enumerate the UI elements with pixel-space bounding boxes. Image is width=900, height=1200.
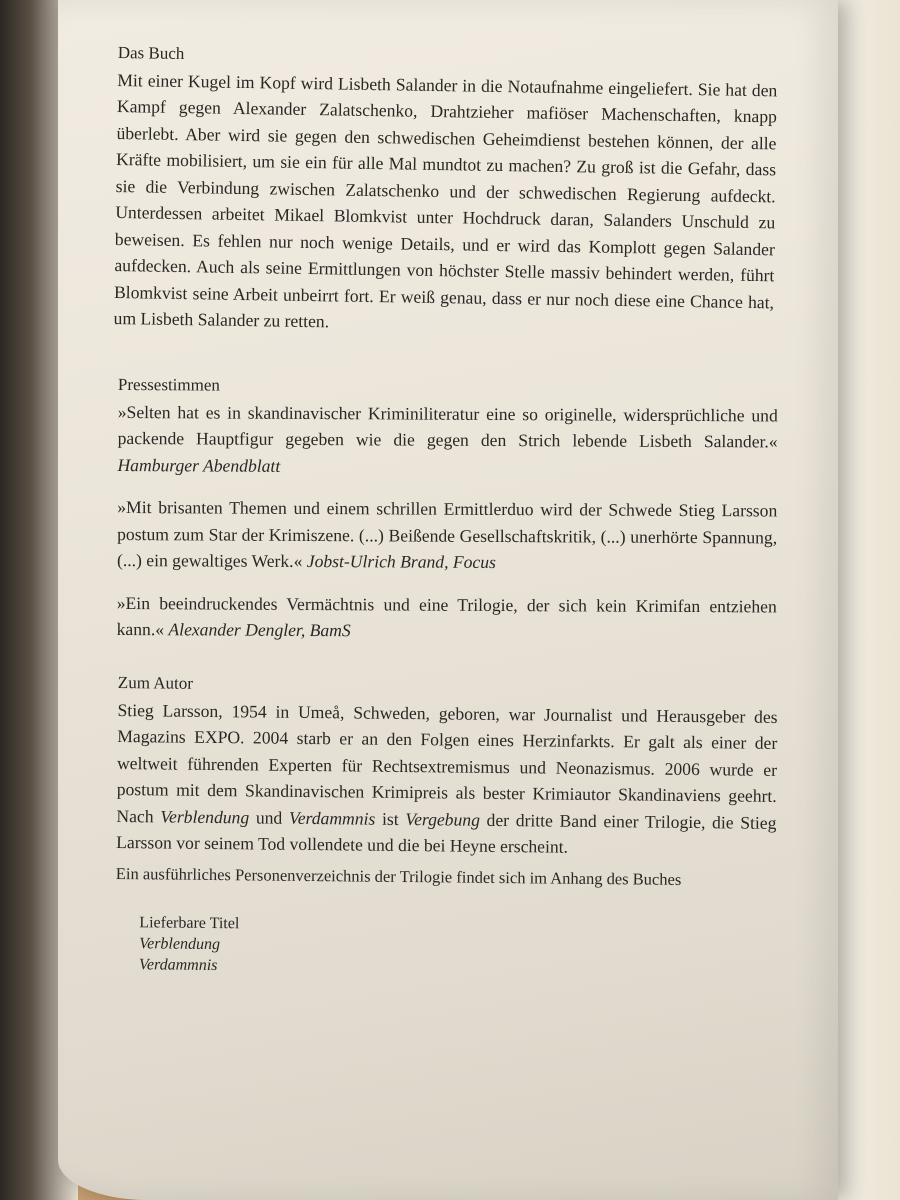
page-content bbox=[113, 40, 778, 975]
press-quote-2 bbox=[117, 493, 777, 576]
personenverzeichnis-note: Ein ausführliches Personenverzeichnis der Trilogie findet sich im Anhang des Buches bbox=[115, 863, 682, 889]
section-das-buch bbox=[113, 40, 777, 342]
heading-lieferbare-titel: Lieferbare Titel bbox=[139, 913, 240, 932]
press-quote-1-source: Hamburger Abendblatt bbox=[117, 453, 281, 475]
titel-item-verdammnis: Verdammnis bbox=[138, 955, 218, 974]
heading-das-buch: Das Buch bbox=[117, 42, 185, 64]
autor-text-part-2: und bbox=[249, 806, 290, 828]
heading-pressestimmen: Pressestimmen bbox=[117, 374, 220, 395]
autor-text-part-1: Stieg Larsson, 1954 in Umeå, Schweden, geboren, war Journalist und Herausgeber des Magazins EXPO. 2004 starb er an den Folgen eines Herzinfarkts. Er galt als einer der weltweit führenden Experten für Rechtsextremismus und Neonazismus. 2006 wurde er postum mit dem Skandinavischen Krimipreis als bester Krimiautor Skandinaviens geehrt. Nach bbox=[116, 699, 778, 826]
titel-item-verblendung: Verblendung bbox=[139, 934, 221, 953]
press-quote-1-text: »Selten hat es in skandinavischer Kriminiliteratur eine so originelle, widersprüchliche und packende Hauptfigur gegeben wie die gegen den Strich lebende Lisbeth Salander.« bbox=[117, 400, 778, 451]
press-quote-2-text: »Mit brisanten Themen und einem schrillen Ermittlerduo wird der Schwede Stieg Larsson postum zum Star der Krimiszene. (...) Beißende Gesellschaftskritik, (...) unerhörte Spannung, (...) ein gewaltiges Werk.« bbox=[116, 496, 778, 571]
autor-title-verblendung: Verblendung bbox=[160, 805, 250, 827]
autor-text-part-3: ist bbox=[375, 808, 406, 829]
press-quote-1 bbox=[117, 398, 777, 481]
heading-zum-autor: Zum Autor bbox=[117, 672, 194, 693]
lieferbare-titel bbox=[139, 912, 776, 982]
zum-autor-text bbox=[116, 696, 778, 862]
section-zum-autor bbox=[115, 670, 778, 981]
press-quote-3-source: Alexander Dengler, BamS bbox=[168, 618, 351, 640]
autor-text-part-4: der dritte Band einer Trilogie, die Stieg Larsson vor seinem Tod vollendete und die bei Heyne erscheint. bbox=[116, 809, 777, 857]
das-buch-text: Mit einer Kugel im Kopf wird Lisbeth Salander in die Notaufnahme eingeliefert. Sie hat den Kampf gegen Alexander Zalatschenko, Drahtzieher mafiöser Machenschaften, knapp überlebt. Aber wird sie gegen den schwedischen Geheimdienst bestehen können, der alle Kräfte mobilisiert, um sie ein für alle Mal mundtot zu machen? Zu groß ist die Gefahr, dass sie die Verbindung zwischen Zalatschenko und der schwedischen Regierung aufdeckt. Unterdessen arbeitet Mikael Blomkvist unter Hochdruck daran, Salanders Unschuld zu beweisen. Es fehlen nur noch wenige Details, und er wird das Komplott gegen Salander aufdecken. Auch als seine Ermittlungen von höchster Stelle massiv behindert werden, führt Blomkvist seine Arbeit unbeirrt fort. Er weiß genau, dass er nur noch diese eine Chance hat, um Lisbeth Salander zu retten. bbox=[113, 69, 778, 332]
press-quote-3 bbox=[117, 589, 777, 645]
press-quote-3-text: »Ein beeindruckendes Vermächtnis und eine Trilogie, der sich kein Krimifan entziehen kann.« bbox=[116, 591, 777, 639]
book-page bbox=[58, 0, 838, 1200]
autor-title-verdammnis: Verdammnis bbox=[288, 807, 376, 829]
autor-title-vergebung: Vergebung bbox=[405, 808, 481, 830]
press-quote-2-source: Jobst-Ulrich Brand, Focus bbox=[306, 550, 496, 572]
section-pressestimmen bbox=[117, 372, 778, 646]
